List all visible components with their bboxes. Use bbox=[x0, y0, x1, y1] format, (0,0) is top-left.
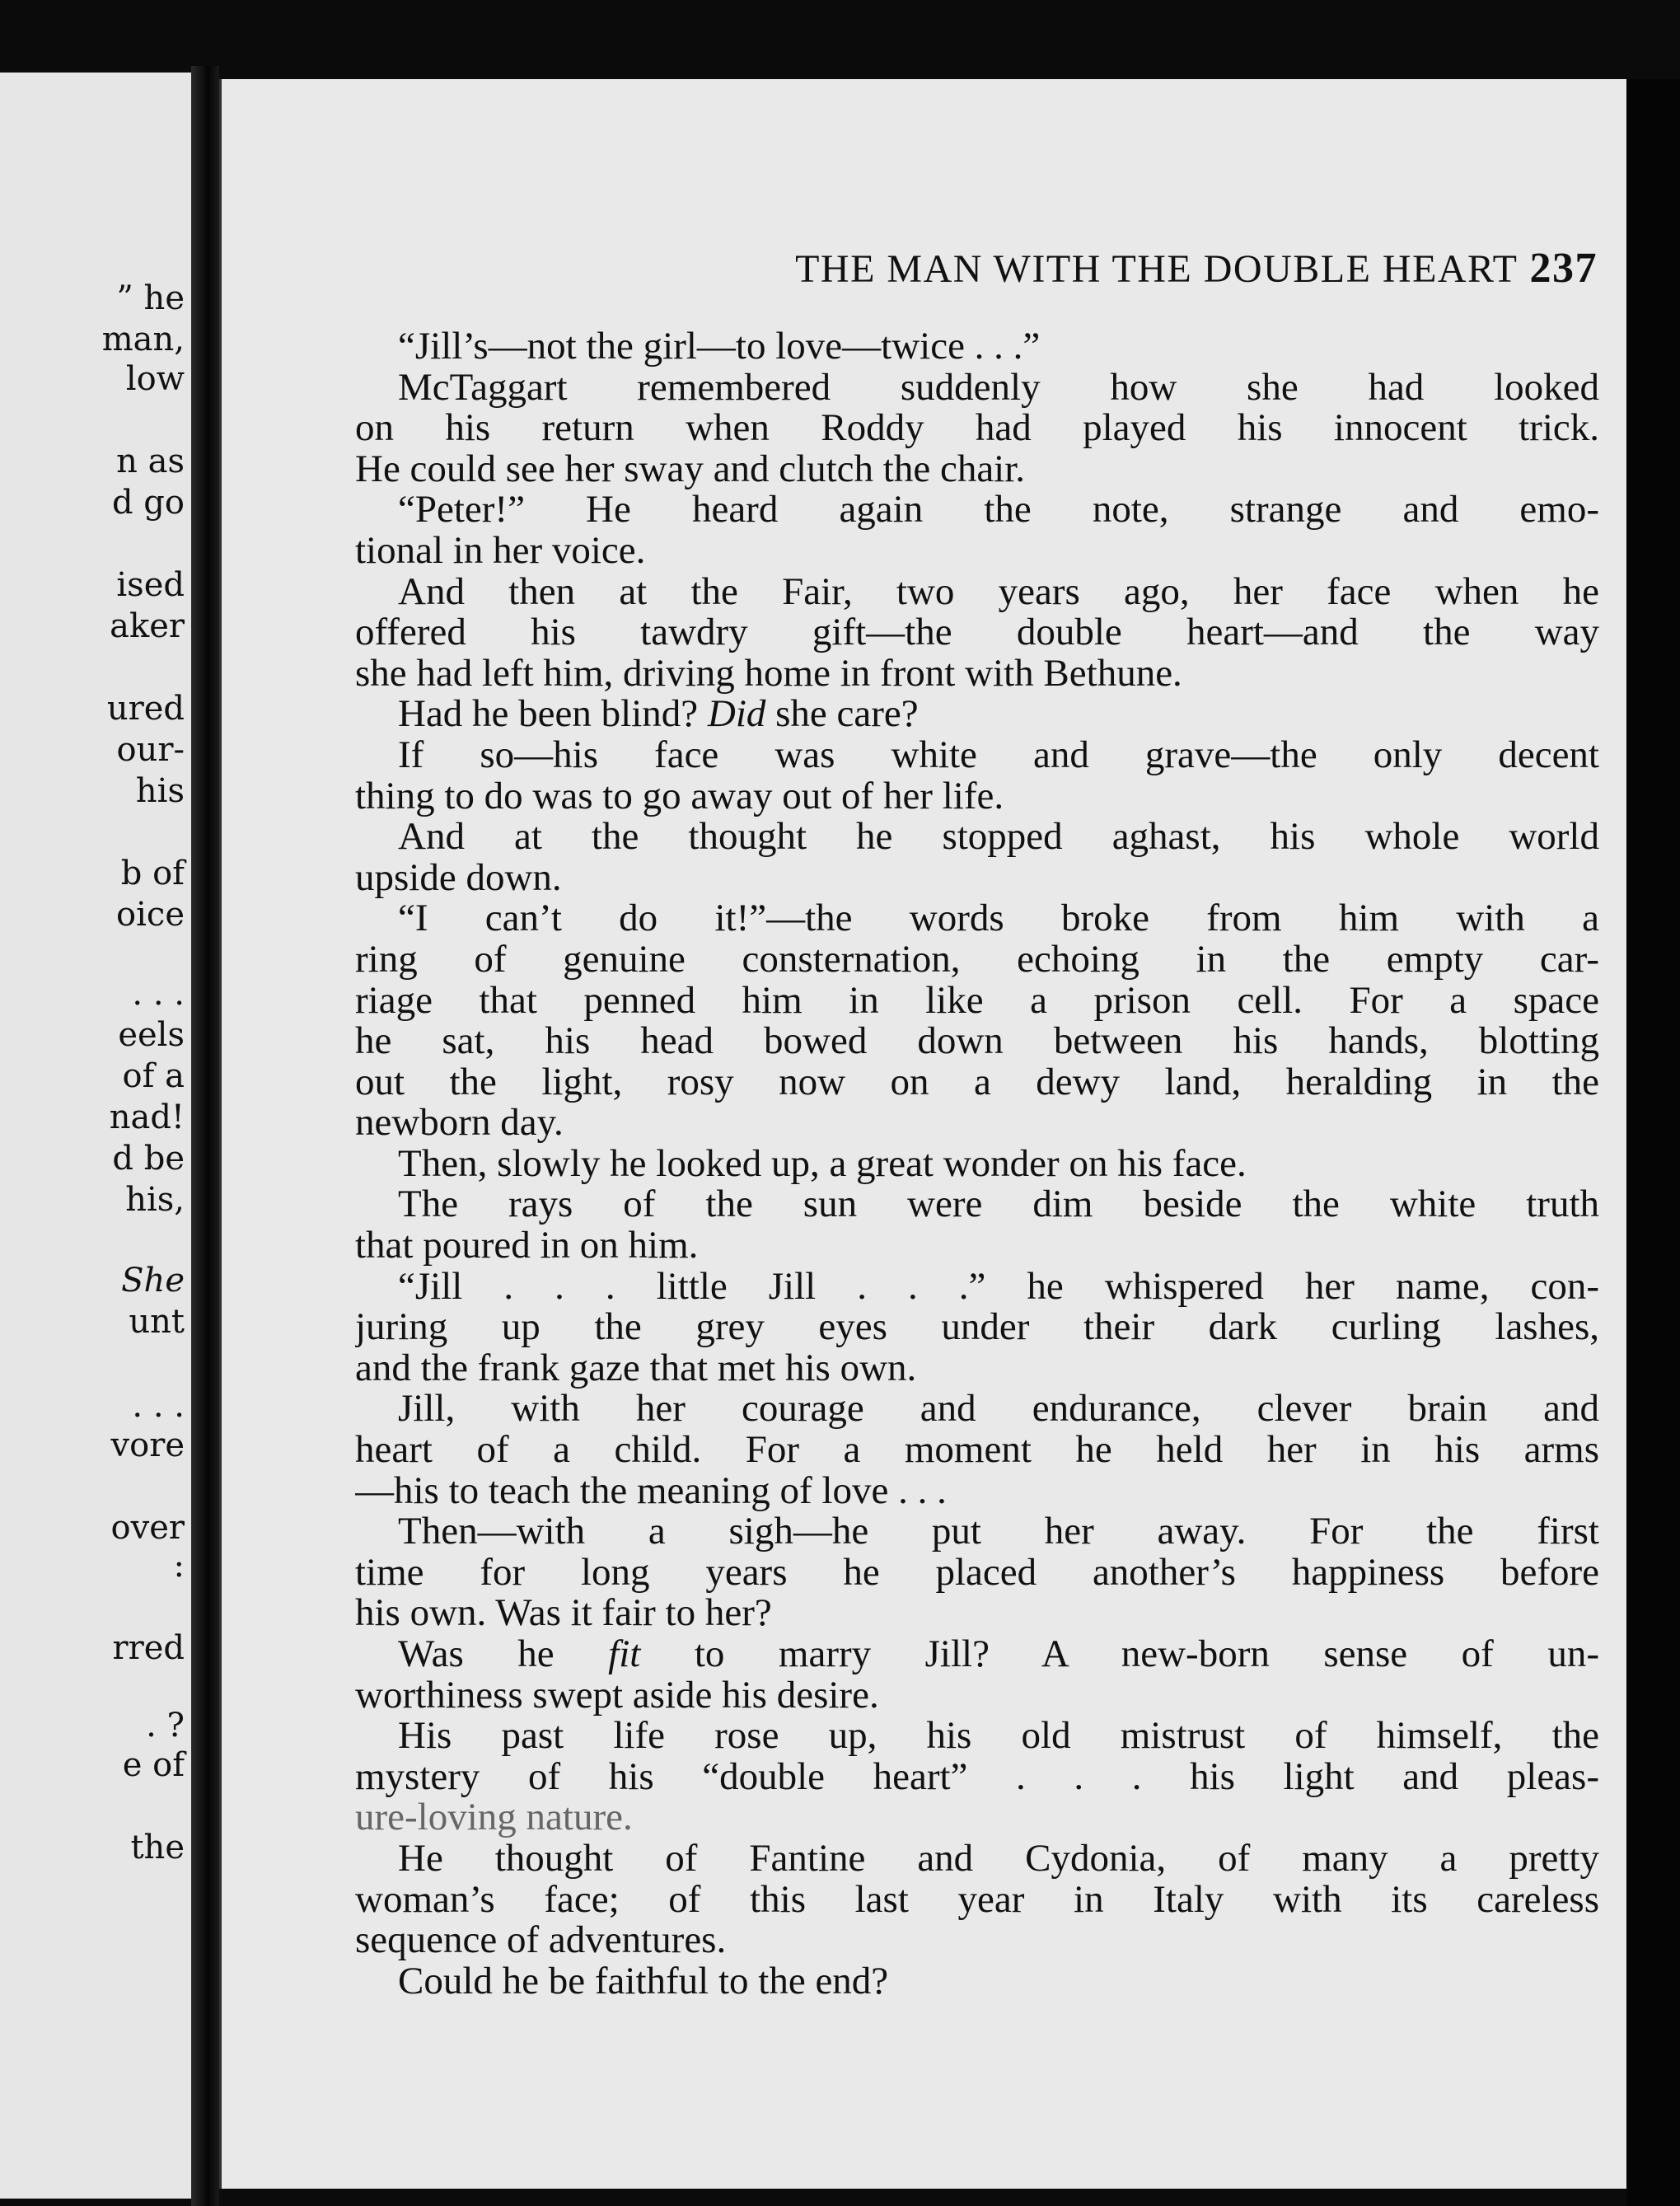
text-line bbox=[355, 1430, 1599, 1471]
left-page-fragment: rred bbox=[112, 1629, 185, 1667]
text-line bbox=[355, 572, 1599, 613]
book-gutter bbox=[191, 66, 219, 2206]
previous-page-edge bbox=[0, 73, 191, 2199]
text-run: “I can’t do it!”—the words broke from him with a bbox=[398, 898, 1599, 939]
text-run: He could see her sway and clutch the chair. bbox=[355, 448, 1026, 490]
text-run: to marry Jill? A new-born sense of un- bbox=[640, 1634, 1599, 1675]
left-page-fragment: his bbox=[135, 772, 185, 810]
text-run: Then, slowly he looked up, a great wonder on his face. bbox=[398, 1143, 1247, 1185]
text-line bbox=[355, 817, 1599, 858]
left-page-fragment: of a bbox=[122, 1057, 185, 1095]
text-run: she care? bbox=[765, 694, 919, 735]
text-line bbox=[355, 694, 1599, 735]
text-run: juring up the grey eyes under their dark curling lashes, bbox=[355, 1307, 1599, 1348]
text-line bbox=[355, 1021, 1599, 1062]
text-run: “Jill . . . little Jill . . .” he whispered her name, con- bbox=[398, 1266, 1599, 1308]
text-run: ure-loving nature. bbox=[355, 1797, 633, 1838]
text-line bbox=[355, 408, 1599, 449]
text-line bbox=[355, 612, 1599, 653]
text-line bbox=[355, 1553, 1599, 1594]
text-run: ring of genuine consternation, echoing in the empty car- bbox=[355, 939, 1599, 981]
left-page-fragment: vore bbox=[110, 1426, 185, 1464]
text-line bbox=[355, 1593, 1599, 1634]
left-page-fragment: his, bbox=[125, 1181, 185, 1219]
left-page-fragment: ” he bbox=[116, 279, 185, 317]
left-page-fragment: oice bbox=[116, 896, 185, 934]
text-run: And at the thought he stopped aghast, his whole world bbox=[398, 817, 1599, 858]
left-page-fragment: ised bbox=[116, 566, 185, 604]
text-run: Was he bbox=[398, 1634, 609, 1675]
text-run: Could he be faithful to the end? bbox=[398, 1960, 889, 2002]
text-line bbox=[355, 1961, 1599, 2002]
page-number: 237 bbox=[1529, 245, 1598, 292]
text-line bbox=[355, 489, 1599, 531]
left-page-fragment: e of bbox=[122, 1746, 185, 1784]
text-line bbox=[355, 1880, 1599, 1921]
left-page-fragment: b of bbox=[120, 855, 185, 892]
text-run: out the light, rosy now on a dewy land, heralding in the bbox=[355, 1061, 1599, 1103]
text-run: And then at the Fair, two years ago, her face when he bbox=[398, 571, 1599, 613]
text-line bbox=[355, 776, 1599, 817]
text-line bbox=[355, 1389, 1599, 1430]
text-run: newborn day. bbox=[355, 1103, 564, 1144]
text-line bbox=[355, 368, 1599, 409]
running-header bbox=[436, 244, 1598, 293]
left-page-fragment: d be bbox=[112, 1140, 185, 1178]
left-page-fragment: . . . bbox=[132, 1387, 185, 1425]
text-line bbox=[355, 1307, 1599, 1348]
text-line bbox=[355, 1184, 1599, 1225]
text-run: woman’s face; of this last year in Italy with its careless bbox=[355, 1879, 1599, 1921]
text-run: Jill, with her courage and endurance, clever brain and bbox=[398, 1389, 1599, 1431]
text-line bbox=[355, 449, 1599, 490]
text-run: If so—his face was white and grave—the only decent bbox=[398, 734, 1599, 776]
text-run: thing to do was to go away out of her life. bbox=[355, 775, 1004, 817]
text-run: “Jill’s—not the girl—to love—twice . . .” bbox=[398, 326, 1041, 368]
left-page-fragment: aker bbox=[110, 607, 185, 645]
left-page-fragment: nad! bbox=[109, 1098, 185, 1136]
text-line bbox=[355, 1348, 1599, 1389]
text-line bbox=[355, 1797, 1599, 1838]
text-line bbox=[355, 898, 1599, 939]
text-line bbox=[355, 981, 1599, 1022]
left-page-fragment: the bbox=[130, 1829, 185, 1866]
left-page-fragment: unt bbox=[129, 1303, 185, 1341]
italic-text: Did bbox=[707, 694, 766, 735]
text-run: McTaggart remembered suddenly how she had looked bbox=[398, 367, 1599, 409]
text-run: on his return when Roddy had played his innocent trick. bbox=[355, 408, 1599, 449]
text-line bbox=[355, 326, 1599, 368]
text-run: that poured in on him. bbox=[355, 1225, 699, 1267]
text-line bbox=[355, 653, 1599, 695]
text-run: He thought of Fantine and Cydonia, of many a pretty bbox=[398, 1838, 1599, 1880]
left-page-fragment: our- bbox=[116, 731, 185, 769]
text-line bbox=[355, 1716, 1599, 1757]
page-shadow bbox=[1626, 79, 1680, 2206]
text-line bbox=[355, 1062, 1599, 1103]
left-page-fragment: . ? bbox=[146, 1707, 185, 1745]
text-line bbox=[355, 1920, 1599, 1961]
running-title: THE MAN WITH THE DOUBLE HEART bbox=[795, 247, 1519, 291]
text-run: tional in her voice. bbox=[355, 530, 646, 572]
left-page-fragment: over bbox=[110, 1509, 185, 1547]
text-run: sequence of adventures. bbox=[355, 1920, 727, 1961]
text-line bbox=[355, 1838, 1599, 1880]
italic-text: fit bbox=[608, 1634, 641, 1675]
text-line bbox=[355, 939, 1599, 981]
text-run: his own. Was it fair to her? bbox=[355, 1593, 772, 1634]
text-run: heart of a child. For a moment he held her in his arms bbox=[355, 1430, 1599, 1471]
left-page-fragment: low bbox=[125, 360, 185, 398]
left-page-fragment: She bbox=[121, 1262, 185, 1300]
text-run: he sat, his head bowed down between his hands, blotting bbox=[355, 1021, 1599, 1062]
left-page-fragment: n as bbox=[116, 443, 185, 480]
text-line bbox=[355, 735, 1599, 776]
left-page-fragment: . . . bbox=[132, 975, 185, 1013]
text-run: offered his tawdry gift—the double heart—and the way bbox=[355, 612, 1599, 653]
text-line bbox=[355, 1144, 1599, 1185]
text-run: “Peter!” He heard again the note, strange and emo- bbox=[398, 489, 1599, 531]
body-text bbox=[355, 326, 1599, 2002]
text-line bbox=[355, 1267, 1599, 1308]
text-run: riage that penned him in like a prison cell. For a space bbox=[355, 980, 1599, 1022]
text-run: she had left him, driving home in front with Bethune. bbox=[355, 653, 1182, 695]
text-run: The rays of the sun were dim beside the white truth bbox=[398, 1184, 1599, 1226]
text-line bbox=[355, 1103, 1599, 1144]
text-run: worthiness swept aside his desire. bbox=[355, 1674, 879, 1717]
text-line bbox=[355, 1757, 1599, 1798]
text-run: time for long years he placed another’s happiness before bbox=[355, 1552, 1599, 1594]
text-line bbox=[355, 858, 1599, 899]
text-line bbox=[355, 1511, 1599, 1553]
text-line bbox=[355, 1634, 1599, 1675]
text-run: mystery of his “double heart” . . . his light and pleas- bbox=[355, 1756, 1599, 1798]
text-run: —his to teach the meaning of love . . . bbox=[355, 1470, 947, 1512]
text-run: and the frank gaze that met his own. bbox=[355, 1347, 917, 1389]
text-run: His past life rose up, his old mistrust of himself, the bbox=[398, 1716, 1599, 1757]
left-page-fragment: man, bbox=[101, 321, 185, 358]
left-page-fragment: : bbox=[173, 1547, 185, 1585]
left-page-fragment: eels bbox=[118, 1016, 185, 1054]
text-run: Had he been blind? bbox=[398, 694, 708, 735]
text-run: upside down. bbox=[355, 857, 562, 899]
left-page-fragment: d go bbox=[111, 484, 185, 522]
book-page bbox=[219, 79, 1629, 2189]
text-line bbox=[355, 1471, 1599, 1512]
left-page-fragment: ured bbox=[106, 690, 185, 728]
text-line bbox=[355, 1225, 1599, 1267]
text-run: Then—with a sigh—he put her away. For the first bbox=[398, 1511, 1599, 1553]
text-line bbox=[355, 1675, 1599, 1717]
text-line bbox=[355, 531, 1599, 572]
